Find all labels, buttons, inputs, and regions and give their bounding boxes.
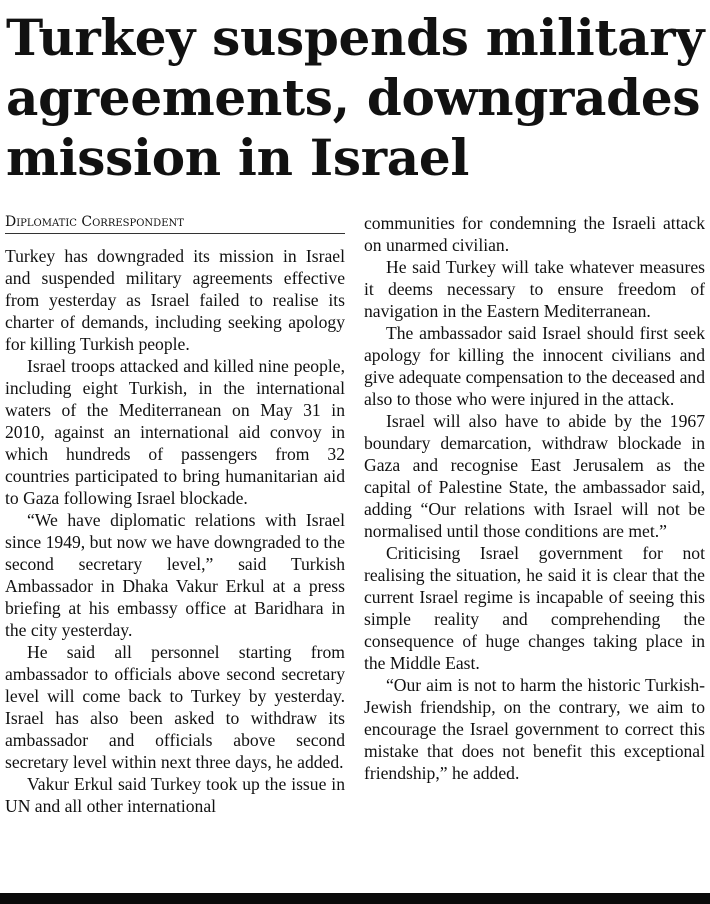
paragraph: Turkey has downgraded its mission in Israel and suspended military agreements effective from yesterday as Israel failed to realise its charter of demands, including seeking apology for killing Turkish people.	[5, 246, 345, 354]
paragraph: “We have diplomatic relations with Israel since 1949, but now we have downgraded to the second secretary level,” said Turkish Ambassador in Dhaka Vakur Erkul at a press briefing at his embassy office at Baridhara in the city yesterday.	[5, 510, 345, 640]
headline: Turkey suspends military agreements, downgrades mission in Israel	[6, 8, 705, 187]
paragraph: The ambassador said Israel should first seek apology for killing the innocent civilians and give adequate compensation to the deceased and also to those who were injured in the attack.	[364, 323, 705, 409]
article-column-right	[364, 212, 705, 784]
paragraph: He said Turkey will take whatever measures it deems necessary to ensure freedom of navigation in the Eastern Mediterranean.	[364, 257, 705, 321]
paragraph: He said all personnel starting from ambassador to officials above second secretary level will come back to Turkey by yesterday. Israel has also been asked to withdraw its ambassador and officials above second secretary level within next three days, he added.	[5, 642, 345, 772]
paragraph: “Our aim is not to harm the historic Turkish-Jewish friendship, on the contrary, we aim to encourage the Israel government to correct this mistake that does not benefit this exceptional friendship,” he added.	[364, 675, 705, 783]
paragraph: Israel will also have to abide by the 1967 boundary demarcation, withdraw blockade in Gaza and recognise East Jerusalem as the capital of Palestine State, the ambassador said, adding “Our relations with Israel will not be normalised until those conditions are met.”	[364, 411, 705, 541]
page-bottom-edge	[0, 893, 710, 904]
paragraph: communities for condemning the Israeli attack on unarmed civilian.	[364, 213, 705, 255]
byline: Diplomatic Correspondent	[5, 213, 345, 234]
paragraph: Vakur Erkul said Turkey took up the issue in UN and all other international	[5, 774, 345, 816]
paragraph: Criticising Israel government for not realising the situation, he said it is clear that the current Israel regime is incapable of seeing this simple reality and comprehending the consequence of huge changes taking place in the Middle East.	[364, 543, 705, 673]
paragraph: Israel troops attacked and killed nine people, including eight Turkish, in the international waters of the Mediterranean on May 31 in 2010, against an international aid convoy in which hundreds of passengers from 32 countries participated to bring humanitarian aid to Gaza following Israel blockade.	[5, 356, 345, 508]
article-column-left	[5, 245, 345, 817]
